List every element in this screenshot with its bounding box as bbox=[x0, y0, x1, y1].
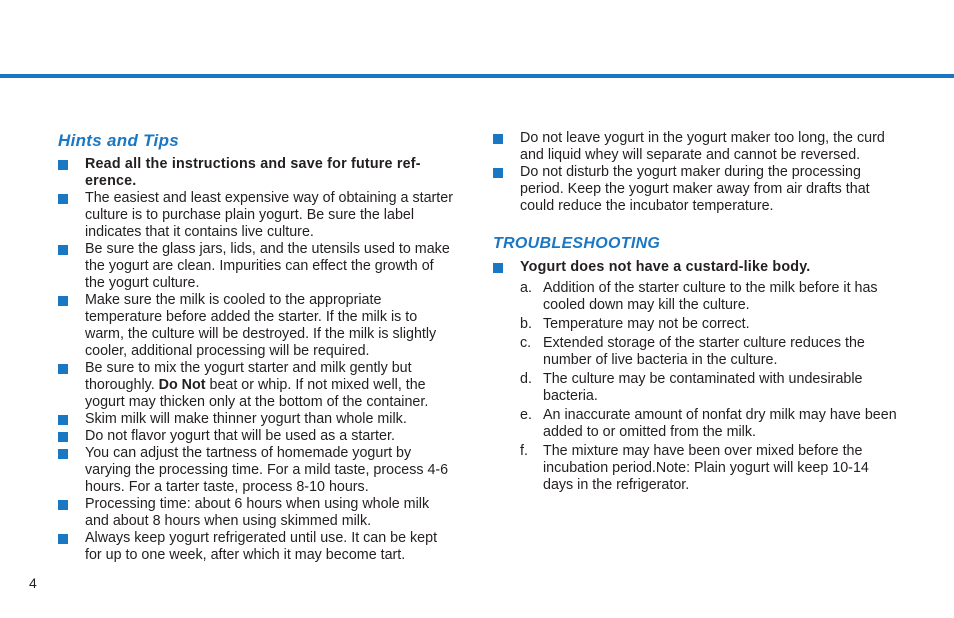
cause-item bbox=[520, 335, 903, 369]
header-rule bbox=[0, 74, 954, 78]
hint-item: Skim milk will make thinner yogurt than whole milk. bbox=[58, 411, 453, 428]
hint-item: The easiest and least expensive way of obtaining a starter culture is to purchase plain yogurt. Be sure the label indicates that it contains live culture. bbox=[58, 190, 453, 241]
hint-emphasis: Do Not bbox=[158, 377, 206, 393]
right-column bbox=[493, 130, 903, 496]
cause-text: An inaccurate amount of nonfat dry milk may have been added to or omitted from the milk. bbox=[543, 407, 897, 440]
cause-letter: f. bbox=[520, 443, 528, 459]
troubleshooting-heading: TROUBLESHOOTING bbox=[493, 235, 661, 252]
hints-list bbox=[58, 156, 453, 564]
cause-text: Temperature may not be correct. bbox=[543, 316, 750, 332]
hint-item: You can adjust the tartness of homemade yogurt by varying the processing time. For a mild taste, process 4-6 hours. For a tarter taste, process 8-10 hours. bbox=[58, 445, 453, 496]
cause-letter: c. bbox=[520, 335, 532, 351]
troubleshooting-list bbox=[493, 259, 903, 276]
page-number: 4 bbox=[29, 575, 37, 591]
hints-heading: Hints and Tips bbox=[58, 131, 180, 150]
hint-item: Processing time: about 6 hours when using whole milk and about 8 hours when using skimmed milk. bbox=[58, 496, 453, 530]
hint-text: Be sure to mix the yogurt starter and milk gently but thoroughly. bbox=[85, 360, 412, 393]
cause-item bbox=[520, 443, 903, 494]
cause-letter: a. bbox=[520, 280, 532, 296]
hint-item: Read all the instructions and save for future ref-erence. bbox=[58, 156, 453, 190]
cause-text: Addition of the starter culture to the milk before it has cooled down may kill the culture. bbox=[543, 280, 878, 313]
hint-item: Do not leave yogurt in the yogurt maker too long, the curd and liquid whey will separate and cannot be reversed. bbox=[493, 130, 903, 164]
cause-item bbox=[520, 316, 903, 333]
hint-item: Do not disturb the yogurt maker during the processing period. Keep the yogurt maker away from air drafts that could reduce the incubator temperature. bbox=[493, 164, 903, 215]
hint-item bbox=[58, 360, 453, 411]
hint-item: Be sure the glass jars, lids, and the utensils used to make the yogurt are clean. Impurities can effect the growth of the yogurt culture. bbox=[58, 241, 453, 292]
hint-text: beat or whip. If not mixed well, the yogurt may thicken only at the bottom of the container. bbox=[85, 377, 429, 410]
cause-item bbox=[520, 407, 903, 441]
cause-item bbox=[520, 371, 903, 405]
cause-letter: d. bbox=[520, 371, 532, 387]
hint-item: Make sure the milk is cooled to the appropriate temperature before added the starter. If the milk is to warm, the culture will be destroyed. If the milk is slightly cooler, additional processing will be required. bbox=[58, 292, 453, 360]
cause-letter: e. bbox=[520, 407, 532, 423]
cause-letter: b. bbox=[520, 316, 532, 332]
cause-text: Extended storage of the starter culture reduces the number of live bacteria in the culture. bbox=[543, 335, 865, 368]
cause-text: The mixture may have been over mixed before the incubation period.Note: Plain yogurt will keep 10-14 days in the refrigerator. bbox=[543, 443, 869, 493]
hint-item: Always keep yogurt refrigerated until use. It can be kept for up to one week, after which it may become tart. bbox=[58, 530, 453, 564]
hint-item: Do not flavor yogurt that will be used as a starter. bbox=[58, 428, 453, 445]
cause-item bbox=[520, 280, 903, 314]
hints-continued-list bbox=[493, 130, 903, 215]
problem-item: Yogurt does not have a custard-like body. bbox=[493, 259, 903, 276]
hints-column bbox=[58, 130, 453, 564]
causes-list bbox=[493, 280, 903, 494]
cause-text: The culture may be contaminated with undesirable bacteria. bbox=[543, 371, 863, 404]
